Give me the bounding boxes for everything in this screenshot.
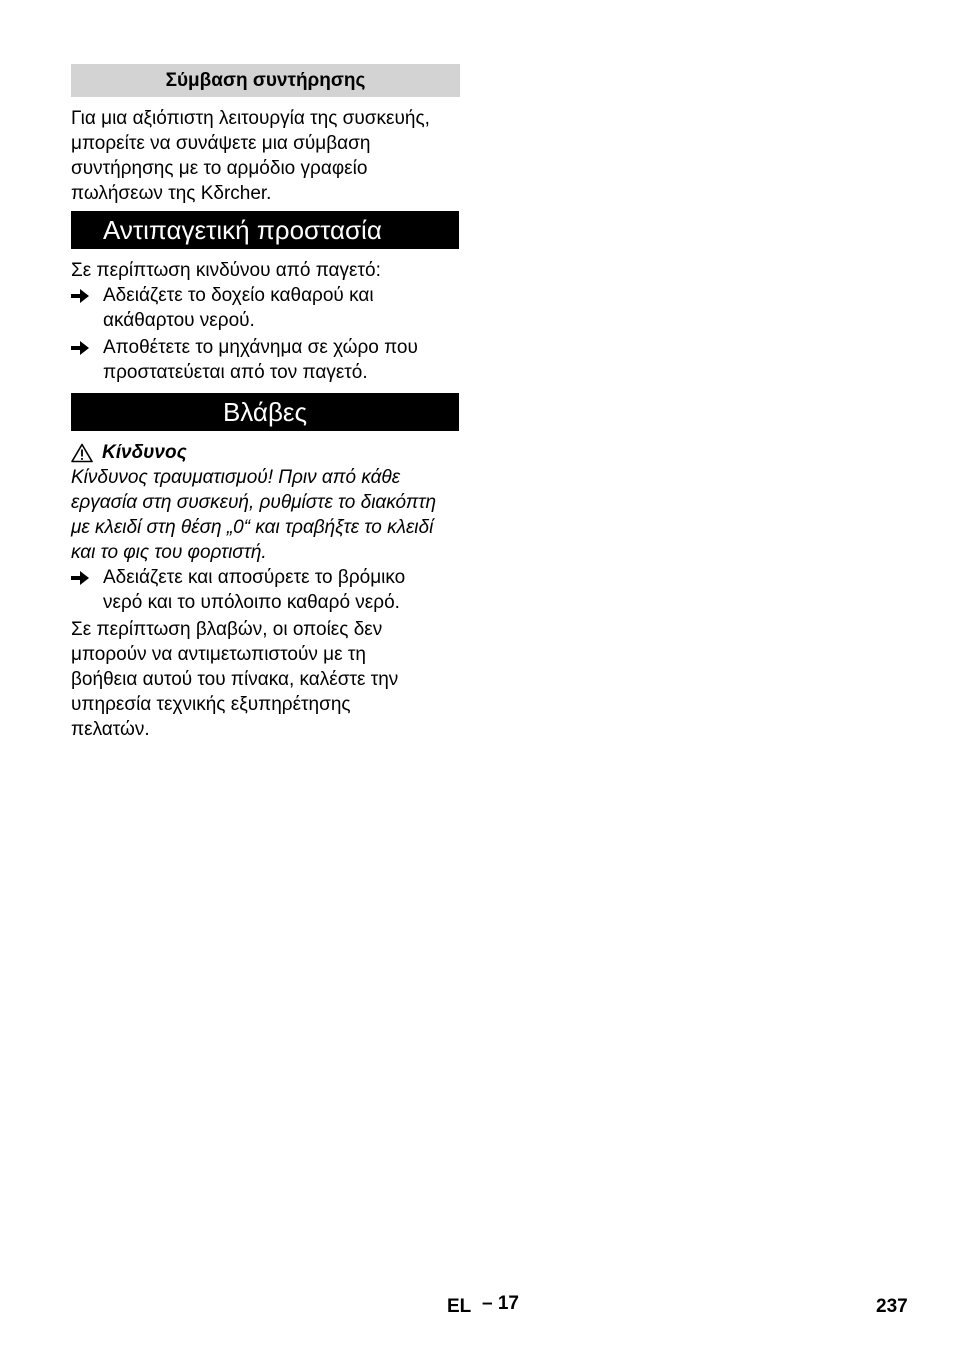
section-heading-text: Σύμβαση συντήρησης (165, 69, 366, 91)
warning-line: Κίνδυνος τραυματισμού! Πριν από κάθε (71, 467, 401, 488)
warning-line: και το φις του φορτιστή. (71, 542, 267, 563)
section-heading-text: Βλάβες (222, 396, 308, 427)
intro-line: Σε περίπτωση κινδύνου από παγετό: (71, 260, 381, 281)
warning-line: με κλειδί στη θέση „0“ και τραβήξτε το κλειδί (71, 517, 434, 538)
frost-protection-content (71, 258, 460, 385)
warning-title: Κίνδυνος (102, 442, 187, 463)
paragraph-line: πελατών. (71, 719, 150, 740)
list-item-line: Αδειάζετε το δοχείο καθαρού και (103, 285, 374, 306)
faults-content (71, 440, 460, 742)
section-heading-faults (71, 393, 459, 431)
paragraph-line: βοήθεια αυτού του πίνακα, καλέστε την (71, 669, 399, 690)
paragraph-line: Σε περίπτωση βλαβών, οι οποίες δεν (71, 619, 383, 640)
arrow-right-icon (71, 565, 91, 590)
paragraph-line: πωλήσεων της Kδrcher. (71, 183, 272, 204)
warning-heading (71, 440, 460, 465)
section-heading-maintenance-contract (71, 64, 460, 97)
paragraph-line: υπηρεσία τεχνικής εξυπηρέτησης (71, 694, 351, 715)
maintenance-contract-paragraph (71, 106, 460, 206)
list-item-line: Αδειάζετε και αποσύρετε το βρόμικο (103, 567, 406, 588)
list-item-line: Αποθέτετε το μηχάνημα σε χώρο που (103, 337, 418, 358)
arrow-right-icon (71, 335, 91, 360)
list-item-line: νερό και το υπόλοιπο καθαρό νερό. (103, 592, 400, 613)
paragraph-line: μπορείτε να συνάψετε μια σύμβαση (71, 133, 371, 154)
list-item-line: προστατεύεται από τον παγετό. (103, 362, 368, 383)
list-item (71, 335, 460, 385)
arrow-right-icon (71, 283, 91, 308)
list-item (71, 283, 460, 333)
closing-paragraph (71, 617, 460, 742)
paragraph-line: Για μια αξιόπιστη λειτουργία της συσκευής, (71, 108, 430, 129)
section-heading-frost-protection (71, 211, 459, 249)
warning-triangle-icon (71, 443, 93, 463)
list-item (71, 565, 460, 615)
footer-language: EL (447, 1296, 472, 1317)
footer-section-page: – 17 (482, 1293, 519, 1314)
list-item-line: ακάθαρτου νερού. (103, 310, 255, 331)
section-heading-text: Αντιπαγετική προστασία (103, 214, 382, 245)
paragraph-line: μπορούν να αντιμετωπιστούν με τη (71, 644, 366, 665)
footer-page-number: 237 (876, 1296, 908, 1317)
paragraph-line: συντήρησης με το αρμόδιο γραφείο (71, 158, 368, 179)
warning-line: εργασία στη συσκευή, ρυθμίστε το διακόπτη (71, 492, 437, 513)
